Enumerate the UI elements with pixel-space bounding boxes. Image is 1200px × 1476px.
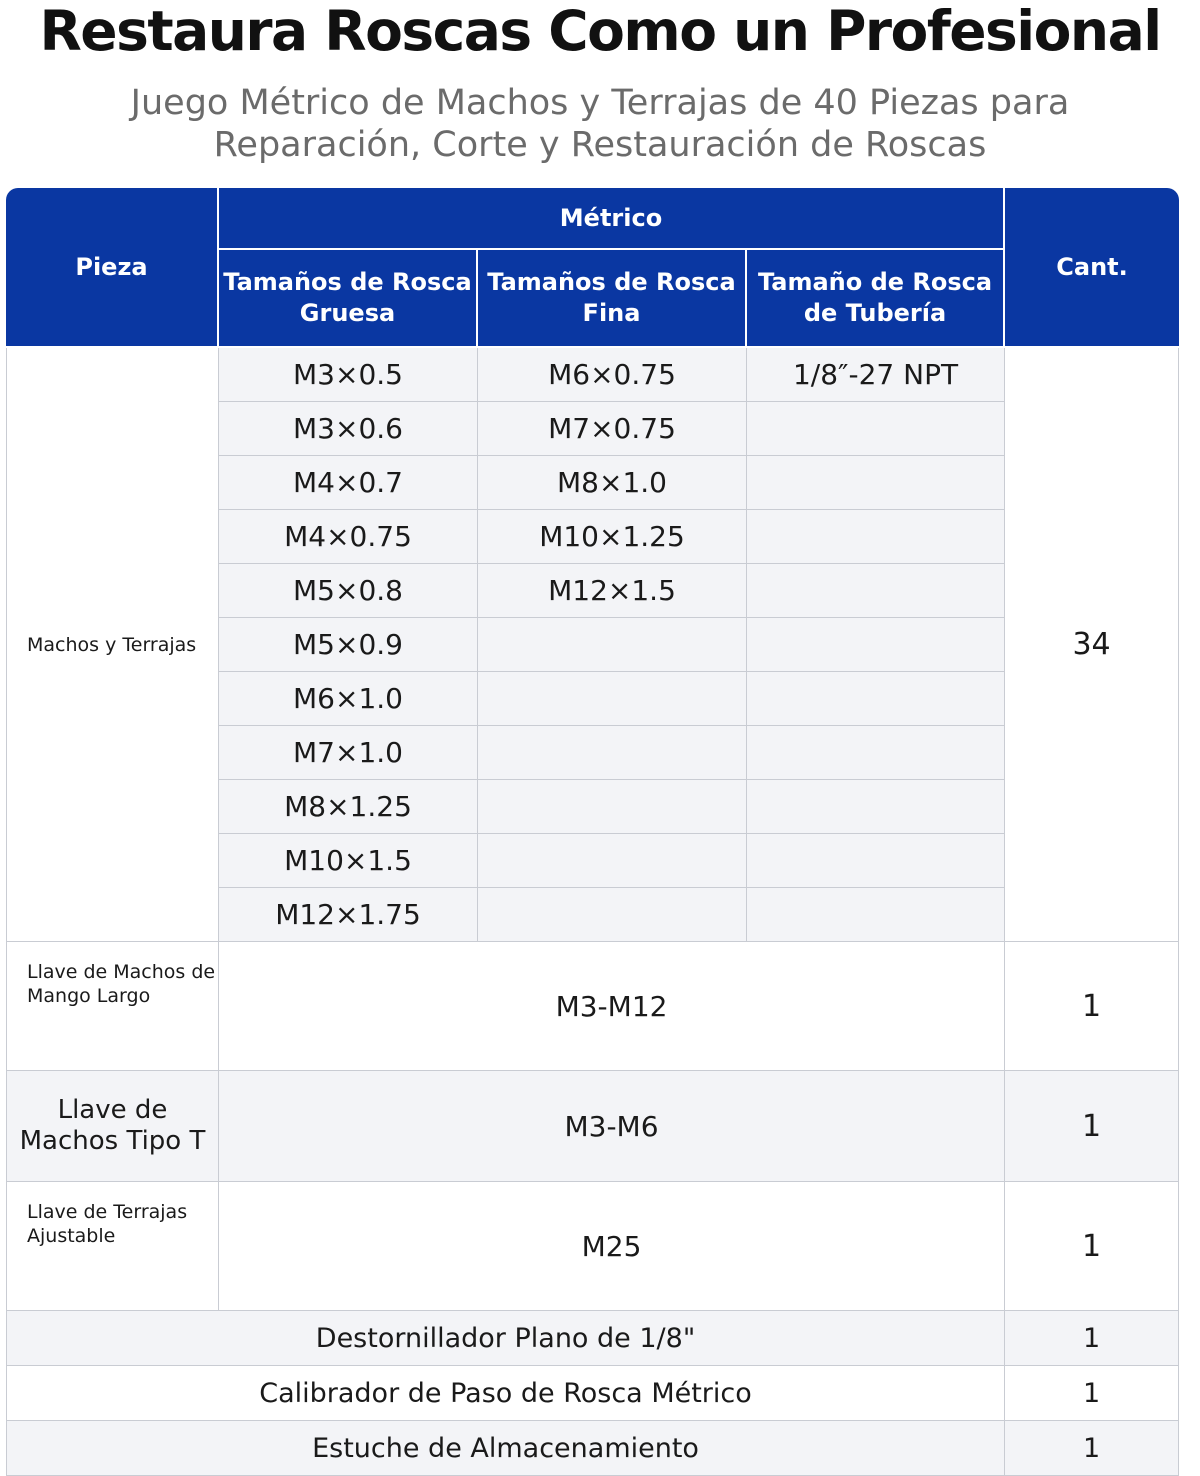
table-body <box>6 348 1179 1476</box>
table-row <box>6 942 1179 1071</box>
cell-gruesa: M3×0.6 <box>219 402 478 456</box>
cell-fina <box>478 726 747 780</box>
spec-table <box>6 188 1179 1476</box>
cell-gruesa: M4×0.75 <box>219 510 478 564</box>
cell-gruesa: M7×1.0 <box>219 726 478 780</box>
cell-fina: M7×0.75 <box>478 402 747 456</box>
cell-gruesa: M8×1.25 <box>219 780 478 834</box>
cell-qty: 1 <box>1005 1182 1179 1311</box>
table-row <box>6 1182 1179 1311</box>
cell-tuberia <box>747 456 1005 510</box>
header-gruesa: Tamaños de Rosca Gruesa <box>219 250 478 348</box>
cell-tuberia <box>747 834 1005 888</box>
cell-tuberia <box>747 564 1005 618</box>
label-llave-mango-largo: Llave de Machos de Mango Largo <box>6 942 219 1071</box>
table-row <box>6 348 1179 402</box>
header-tuberia: Tamaño de Rosca de Tubería <box>747 250 1005 348</box>
label-machos-terrajas: Machos y Terrajas <box>6 348 219 942</box>
cell-extra-label: Calibrador de Paso de Rosca Métrico <box>6 1366 1005 1421</box>
header-metrico: Métrico <box>219 188 1005 250</box>
cell-range: M25 <box>219 1182 1005 1311</box>
cell-gruesa: M6×1.0 <box>219 672 478 726</box>
table-row <box>6 1311 1179 1366</box>
cell-gruesa: M5×0.8 <box>219 564 478 618</box>
table-row <box>6 1421 1179 1476</box>
subtitle-line-2: Reparación, Corte y Restauración de Roscas <box>213 125 987 165</box>
cell-fina <box>478 618 747 672</box>
cell-tuberia <box>747 510 1005 564</box>
header-pieza: Pieza <box>6 188 219 348</box>
cell-range: M3-M12 <box>219 942 1005 1071</box>
cell-fina <box>478 672 747 726</box>
table-row <box>6 1366 1179 1421</box>
cell-qty: 1 <box>1005 1421 1179 1476</box>
page-title: Restaura Roscas Como un Profesional <box>39 0 1161 63</box>
cell-fina: M10×1.25 <box>478 510 747 564</box>
cell-extra-label: Estuche de Almacenamiento <box>6 1421 1005 1476</box>
cell-gruesa: M4×0.7 <box>219 456 478 510</box>
cell-tuberia: 1/8″-27 NPT <box>747 348 1005 402</box>
cell-tuberia <box>747 726 1005 780</box>
label-llave-tipo-t: Llave de Machos Tipo T <box>6 1071 219 1182</box>
cell-fina <box>478 834 747 888</box>
cell-fina <box>478 888 747 942</box>
qty-machos-terrajas: 34 <box>1005 348 1179 942</box>
subtitle-line-1: Juego Métrico de Machos y Terrajas de 40 Piezas para <box>130 83 1070 123</box>
cell-extra-label: Destornillador Plano de 1/8" <box>6 1311 1005 1366</box>
label-llave-terrajas: Llave de Terrajas Ajustable <box>6 1182 219 1311</box>
cell-qty: 1 <box>1005 1071 1179 1182</box>
cell-gruesa: M12×1.75 <box>219 888 478 942</box>
cell-qty: 1 <box>1005 1311 1179 1366</box>
cell-fina <box>478 780 747 834</box>
cell-fina: M6×0.75 <box>478 348 747 402</box>
header-fina: Tamaños de Rosca Fina <box>478 250 747 348</box>
cell-tuberia <box>747 672 1005 726</box>
cell-tuberia <box>747 888 1005 942</box>
cell-tuberia <box>747 618 1005 672</box>
cell-range: M3-M6 <box>219 1071 1005 1182</box>
cell-tuberia <box>747 402 1005 456</box>
page-subtitle <box>0 82 1200 166</box>
cell-fina: M8×1.0 <box>478 456 747 510</box>
header-cant: Cant. <box>1005 188 1179 348</box>
table-row <box>6 1071 1179 1182</box>
cell-gruesa: M3×0.5 <box>219 348 478 402</box>
cell-gruesa: M5×0.9 <box>219 618 478 672</box>
cell-gruesa: M10×1.5 <box>219 834 478 888</box>
cell-fina: M12×1.5 <box>478 564 747 618</box>
cell-tuberia <box>747 780 1005 834</box>
cell-qty: 1 <box>1005 942 1179 1071</box>
cell-qty: 1 <box>1005 1366 1179 1421</box>
